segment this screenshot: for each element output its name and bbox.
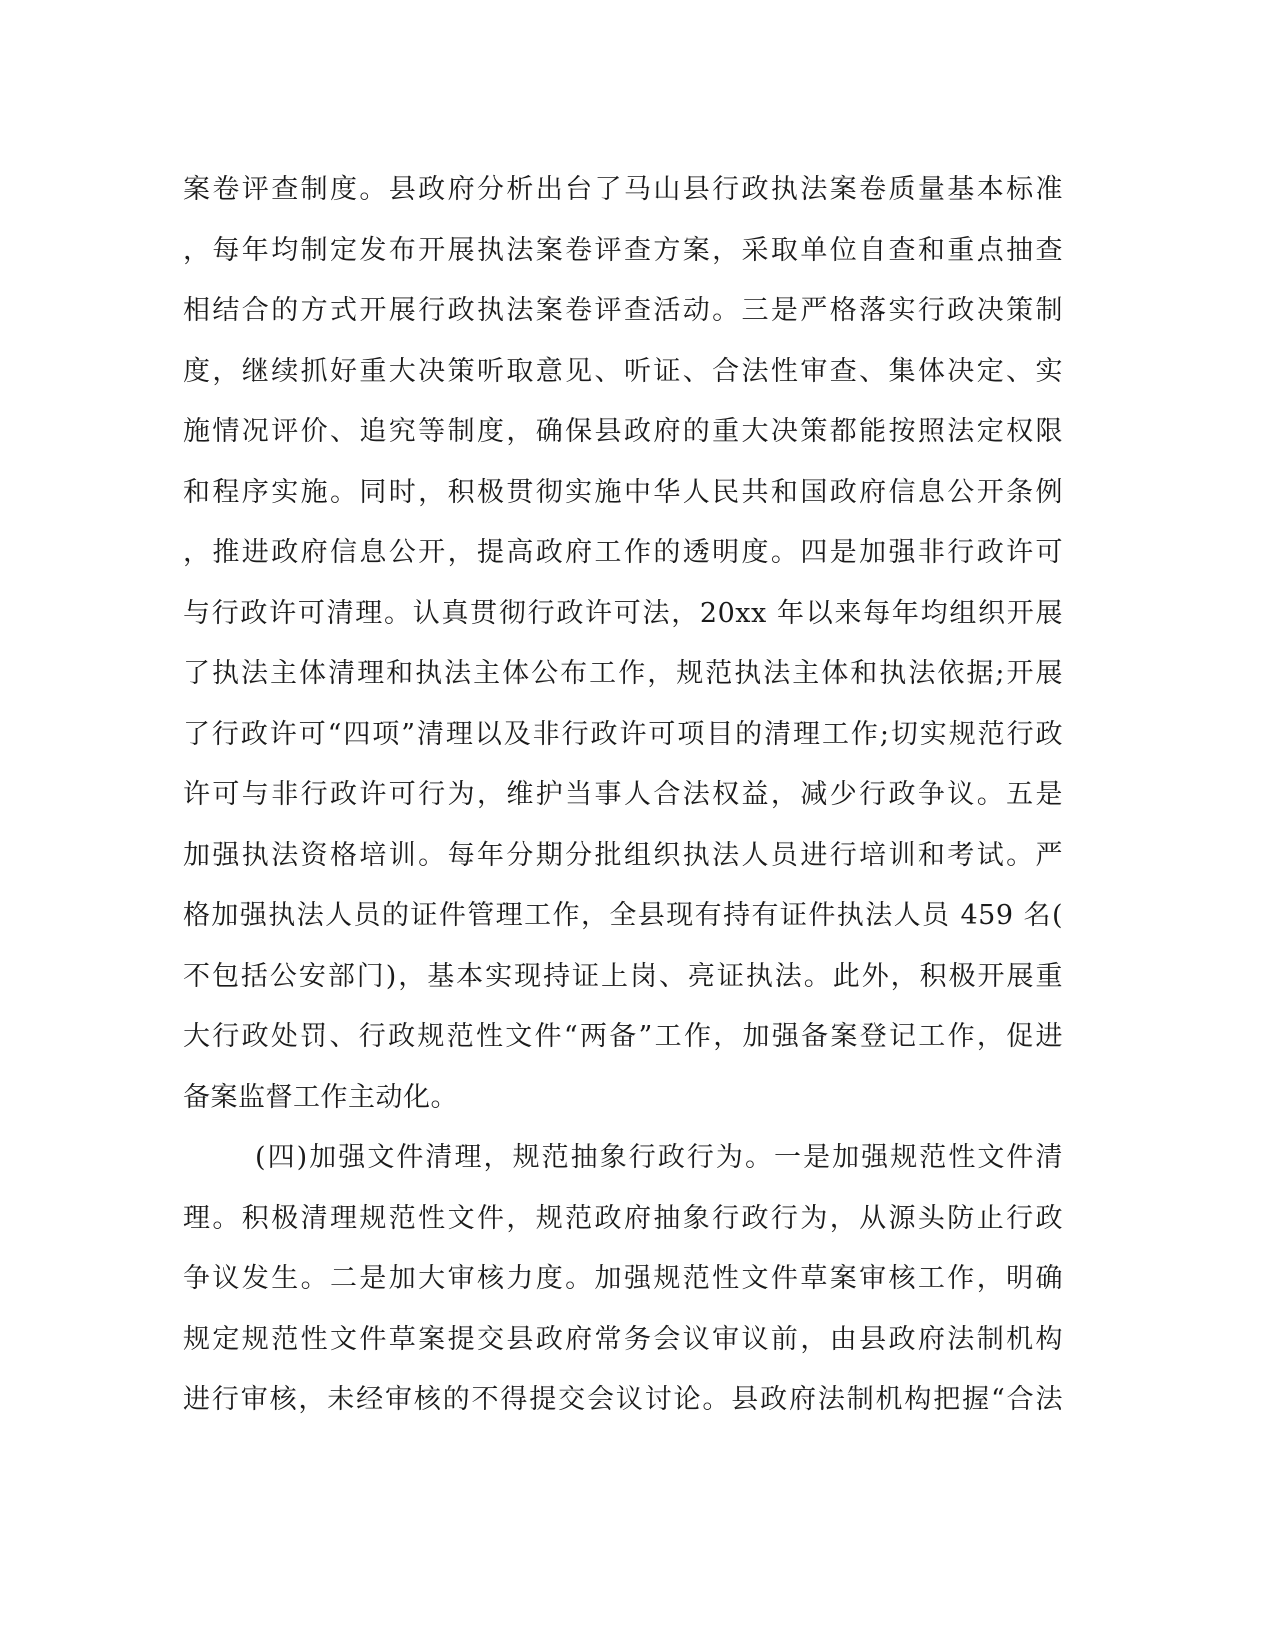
- text-line: 格加强执法人员的证件管理工作，全县现有持有证件执法人员 459 名(: [183, 900, 1063, 931]
- text-line: 度，继续抓好重大决策听取意见、听证、合法性审查、集体决定、实: [183, 355, 1063, 387]
- text-line: 相结合的方式开展行政执法案卷评查活动。三是严格落实行政决策制: [183, 295, 1063, 326]
- text-line: 了执法主体清理和执法主体公布工作，规范执法主体和执法依据;开展: [183, 658, 1063, 689]
- text-line: 争议发生。二是加大审核力度。加强规范性文件草案审核工作，明确: [183, 1263, 1063, 1294]
- paragraph-start-line: (四)加强文件清理，规范抽象行政行为。一是加强规范性文件清: [255, 1142, 1063, 1173]
- text-line: 许可与非行政许可行为，维护当事人合法权益，减少行政争议。五是: [183, 779, 1063, 810]
- text-line: 进行审核，未经审核的不得提交会议讨论。县政府法制机构把握“合法: [183, 1384, 1063, 1415]
- text-line: 理。积极清理规范性文件，规范政府抽象行政行为，从源头防止行政: [183, 1202, 1063, 1234]
- text-line: 规定规范性文件草案提交县政府常务会议审议前，由县政府法制机构: [183, 1323, 1063, 1355]
- text-line: 大行政处罚、行政规范性文件“两备”工作，加强备案登记工作，促进: [183, 1021, 1063, 1052]
- text-line: ，推进政府信息公开，提高政府工作的透明度。四是加强非行政许可: [183, 537, 1063, 568]
- text-line: 和程序实施。同时，积极贯彻实施中华人民共和国政府信息公开条例: [183, 476, 1063, 508]
- text-line: ，每年均制定发布开展执法案卷评查方案，采取单位自查和重点抽查: [183, 234, 1063, 266]
- text-line: 加强执法资格培训。每年分期分批组织执法人员进行培训和考试。严: [183, 839, 1063, 871]
- text-line: 案卷评查制度。县政府分析出台了马山县行政执法案卷质量基本标准: [183, 174, 1063, 205]
- paragraph-end-line: 备案监督工作主动化。: [183, 1081, 458, 1113]
- text-line: 施情况评价、追究等制度，确保县政府的重大决策都能按照法定权限: [183, 416, 1063, 447]
- text-line: 与行政许可清理。认真贯彻行政许可法，20xx 年以来每年均组织开展: [183, 597, 1063, 629]
- body-text: [183, 160, 1063, 1431]
- text-line: 了行政许可“四项”清理以及非行政许可项目的清理工作;切实规范行政: [183, 718, 1063, 750]
- text-line: 不包括公安部门)，基本实现持证上岗、亮证执法。此外，积极开展重: [183, 960, 1063, 992]
